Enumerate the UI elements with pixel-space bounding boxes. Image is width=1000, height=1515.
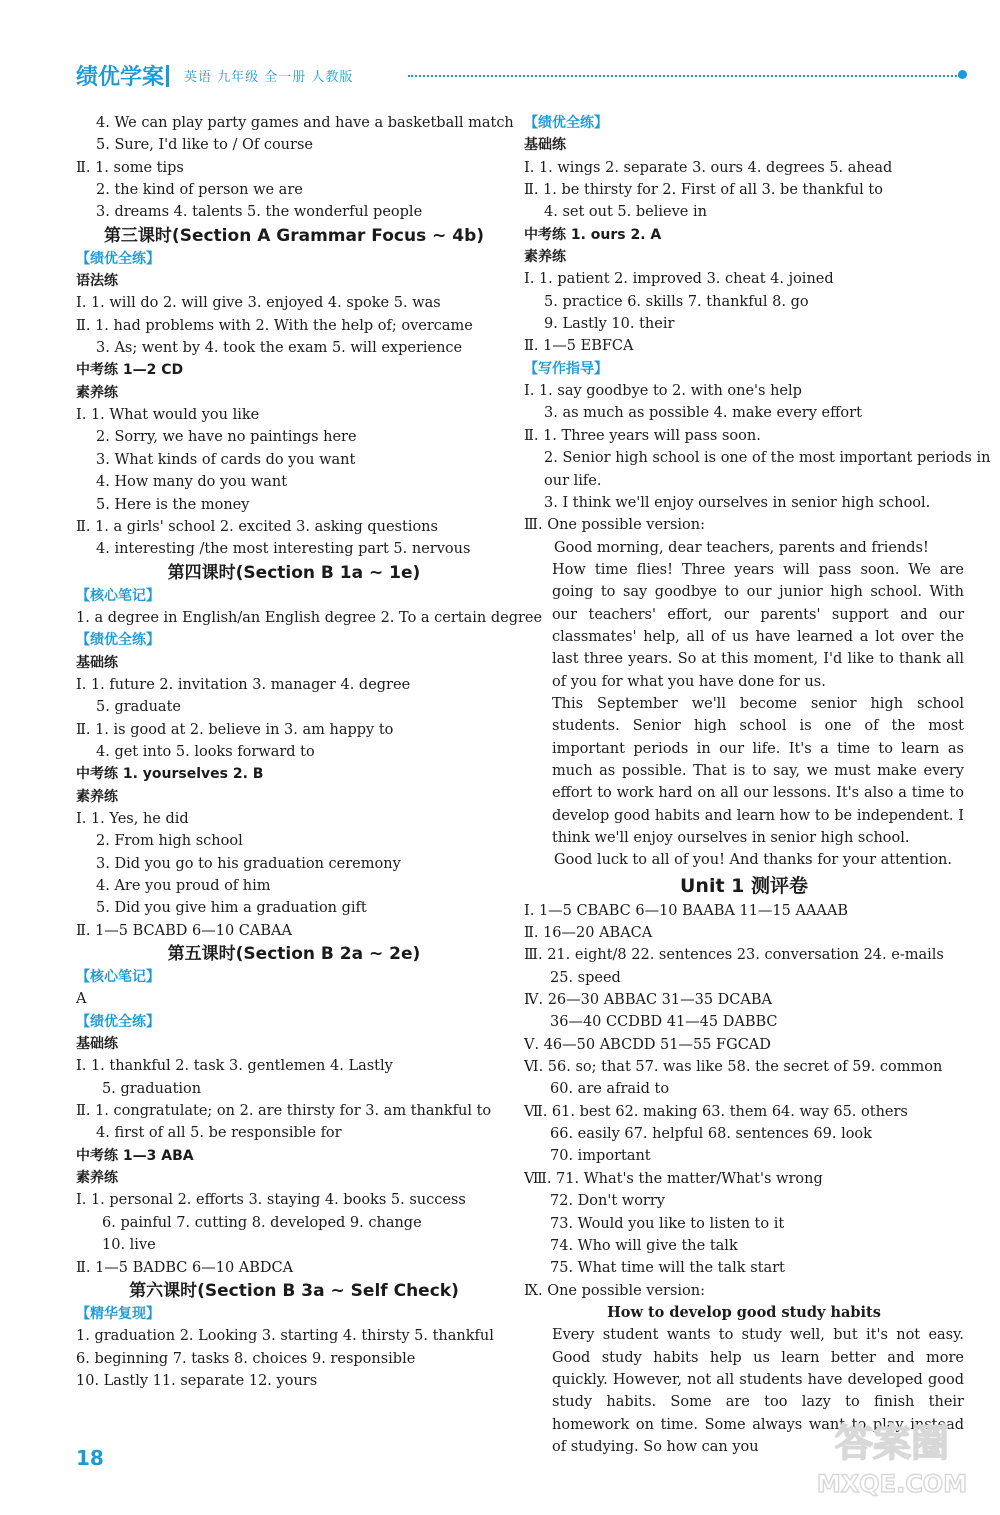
answer-line: Ⅱ. 1—5 EBFCA bbox=[524, 338, 634, 355]
answer-line: 36—40 CCDBD 41—45 DABBC bbox=[550, 1014, 778, 1031]
section-tag: 【核心笔记】 bbox=[76, 969, 160, 986]
section-tag: 【写作指导】 bbox=[524, 360, 608, 377]
practice-label: 语法练 bbox=[76, 273, 118, 290]
answer-line: 73. Would you like to listen to it bbox=[550, 1215, 785, 1232]
section-tag: 【核心笔记】 bbox=[76, 587, 160, 604]
answer-line: 6. beginning 7. tasks 8. choices 9. responsible bbox=[76, 1350, 416, 1367]
answer-line: 66. easily 67. helpful 68. sentences 69. look bbox=[550, 1126, 872, 1143]
answer-line: Ⅱ. 16—20 ABACA bbox=[524, 925, 653, 942]
answer-line: 5. Here is the money bbox=[96, 496, 250, 513]
answer-line: 4. interesting /the most interesting part 5. nervous bbox=[96, 541, 471, 558]
answer-line: Ⅱ. 1—5 BCABD 6—10 CABAA bbox=[76, 922, 292, 939]
answer-line: 60. are afraid to bbox=[550, 1081, 670, 1098]
answer-line: Ⅷ. 71. What's the matter/What's wrong bbox=[524, 1170, 823, 1187]
watermark-top: 答案圈 bbox=[834, 1421, 950, 1465]
right-column bbox=[524, 112, 991, 1458]
practice-label: 中考练 1—2 CD bbox=[76, 362, 184, 379]
answer-line: 3. dreams 4. talents 5. the wonderful people bbox=[96, 204, 423, 221]
answer-line: Ⅲ. One possible version: bbox=[524, 517, 705, 534]
essay-title: How to develop good study habits bbox=[607, 1303, 881, 1321]
section-tag: 【绩优全练】 bbox=[76, 250, 160, 267]
answer-line: Ⅰ. 1—5 CBABC 6—10 BAABA 11—15 AAAAB bbox=[524, 902, 849, 919]
answer-line: 75. What time will the talk start bbox=[550, 1260, 785, 1277]
answer-line: Ⅰ. 1. thankful 2. task 3. gentlemen 4. Lastly bbox=[76, 1058, 393, 1075]
answer-line: 10. live bbox=[102, 1237, 156, 1254]
practice-label: 基础练 bbox=[76, 1036, 118, 1053]
watermark-bottom: MXQE.COM bbox=[816, 1470, 968, 1498]
answer-line: Ⅰ. 1. say goodbye to 2. with one's help bbox=[524, 383, 802, 400]
page-header bbox=[76, 60, 966, 90]
answer-line: 5. graduation bbox=[102, 1080, 202, 1097]
answer-line: 4. How many do you want bbox=[96, 474, 288, 491]
answer-line: Ⅱ. 1. congratulate; on 2. are thirsty for 3. am thankful to bbox=[76, 1103, 492, 1120]
answer-line: Ⅱ. 1. Three years will pass soon. bbox=[524, 427, 761, 444]
practice-label: 素养练 bbox=[524, 249, 566, 266]
essay-paragraph: Every student wants to study well, but it's not easy. Good study habits help us learn better and more quickly. However, not all students have developed good study habits. Some are too lazy to finish their homework on time. Some always want to play instead of studying. So how can you bbox=[552, 1327, 964, 1455]
answer-line: Ⅱ. 1. is good at 2. believe in 3. am happy to bbox=[76, 721, 394, 738]
answer-line: our life. bbox=[544, 472, 602, 489]
answer-line: Ⅱ. 1. a girls' school 2. excited 3. asking questions bbox=[76, 518, 438, 535]
practice-label: 中考练 1. ours 2. A bbox=[524, 226, 662, 243]
answer-line: 25. speed bbox=[550, 969, 621, 986]
brand-name: 绩优学案 bbox=[76, 65, 165, 90]
answer-line: 3. What kinds of cards do you want bbox=[96, 451, 356, 468]
practice-label: 中考练 1—3 ABA bbox=[76, 1147, 194, 1164]
answer-line: 4. set out 5. believe in bbox=[544, 204, 707, 221]
section-tag: 【绩优全练】 bbox=[76, 632, 160, 649]
watermark-logo bbox=[812, 1410, 972, 1502]
answer-line: 2. From high school bbox=[96, 833, 243, 850]
answer-line: Ⅲ. 21. eight/8 22. sentences 23. conversation 24. e-mails bbox=[524, 947, 944, 964]
answer-line: Ⅰ. 1. Yes, he did bbox=[76, 810, 189, 827]
answer-line: 2. Sorry, we have no paintings here bbox=[96, 429, 357, 446]
speech-paragraph: How time flies! Three years will pass soon. We are going to say goodbye to our junior high school. With our teachers' effort, our parents' support and our classmates' help, all of us have learned a lot over the last three years. So at this moment, I'd like to thank all of you for what you have done for us. bbox=[552, 561, 964, 690]
answer-line: 3. As; went by 4. took the exam 5. will experience bbox=[96, 340, 463, 357]
answer-line: 3. as much as possible 4. make every effort bbox=[544, 405, 862, 422]
book-subtitle: 英语 九年级 全一册 人教版 bbox=[184, 70, 354, 85]
answer-line: 5. Sure, I'd like to / Of course bbox=[96, 137, 313, 154]
answer-line: 5. practice 6. skills 7. thankful 8. go bbox=[544, 293, 809, 310]
section-tag: 【绩优全练】 bbox=[524, 115, 608, 131]
answer-line: Ⅳ. 26—30 ABBAC 31—35 DCABA bbox=[524, 992, 773, 1009]
answer-line: 4. We can play party games and have a basketball match bbox=[96, 115, 514, 131]
answer-line: Ⅰ. 1. personal 2. efforts 3. staying 4. books 5. success bbox=[76, 1192, 466, 1209]
answer-line: 5. Did you give him a graduation gift bbox=[96, 900, 367, 917]
answer-line: Ⅱ. 1—5 BADBC 6—10 ABDCA bbox=[76, 1259, 294, 1276]
answer-line: Ⅰ. 1. will do 2. will give 3. enjoyed 4. spoke 5. was bbox=[76, 295, 441, 312]
answer-line: 4. first of all 5. be responsible for bbox=[96, 1125, 342, 1142]
brand-logo bbox=[76, 60, 169, 91]
left-column bbox=[76, 112, 543, 1392]
lesson-heading: 第五课时(Section B 2a ~ 2e) bbox=[167, 944, 421, 965]
practice-label: 中考练 1. yourselves 2. B bbox=[76, 766, 264, 783]
answer-line: 3. I think we'll enjoy ourselves in senior high school. bbox=[544, 494, 931, 511]
answer-line: 4. Are you proud of him bbox=[96, 878, 271, 894]
practice-label: 基础练 bbox=[524, 137, 566, 154]
answer-line: 3. Did you go to his graduation ceremony bbox=[96, 855, 401, 872]
answer-line: Ⅱ. 1. had problems with 2. With the help of; overcame bbox=[76, 317, 473, 334]
speech-closing: Good luck to all of you! And thanks for your attention. bbox=[554, 852, 953, 869]
answer-line: 74. Who will give the talk bbox=[550, 1237, 738, 1254]
practice-label: 素养练 bbox=[76, 788, 118, 805]
answer-line: Ⅰ. 1. wings 2. separate 3. ours 4. degrees 5. ahead bbox=[524, 159, 893, 176]
practice-label: 基础练 bbox=[76, 654, 118, 671]
header-dot bbox=[958, 70, 967, 79]
answer-line: Ⅵ. 56. so; that 57. was like 58. the secret of 59. common bbox=[524, 1059, 943, 1076]
unit-test-heading: Unit 1 测评卷 bbox=[680, 874, 808, 897]
brand-bar bbox=[166, 65, 169, 87]
answer-line: Ⅱ. 1. some tips bbox=[76, 159, 184, 176]
answer-line: A bbox=[76, 991, 87, 1008]
answer-line: Ⅰ. 1. future 2. invitation 3. manager 4. degree bbox=[76, 676, 411, 693]
lesson-heading: 第三课时(Section A Grammar Focus ~ 4b) bbox=[103, 225, 485, 246]
answer-line: 1. graduation 2. Looking 3. starting 4. thirsty 5. thankful bbox=[76, 1328, 494, 1345]
answer-line: 9. Lastly 10. their bbox=[544, 316, 675, 333]
answer-line: Ⅸ. One possible version: bbox=[524, 1282, 706, 1299]
answer-line: Ⅰ. 1. What would you like bbox=[76, 407, 260, 424]
header-dotted-rule bbox=[408, 75, 960, 77]
practice-label: 素养练 bbox=[76, 1170, 118, 1187]
section-tag: 【绩优全练】 bbox=[76, 1013, 160, 1030]
answer-line: 1. a degree in English/an English degree 2. To a certain degree bbox=[76, 609, 543, 626]
answer-line: 70. important bbox=[550, 1148, 651, 1165]
answer-line: 2. Senior high school is one of the most important periods in bbox=[544, 450, 991, 467]
lesson-heading: 第六课时(Section B 3a ~ Self Check) bbox=[129, 1280, 459, 1301]
page-number: 18 bbox=[76, 1446, 104, 1470]
answer-line: 2. the kind of person we are bbox=[96, 182, 303, 199]
answer-line: Ⅱ. 1. be thirsty for 2. First of all 3. be thankful to bbox=[524, 182, 883, 199]
lesson-heading: 第四课时(Section B 1a ~ 1e) bbox=[167, 562, 421, 583]
answer-line: 6. painful 7. cutting 8. developed 9. change bbox=[102, 1214, 422, 1231]
practice-label: 素养练 bbox=[76, 384, 118, 401]
answer-line: Ⅴ. 46—50 ABCDD 51—55 FGCAD bbox=[524, 1036, 771, 1053]
answer-line: Ⅰ. 1. patient 2. improved 3. cheat 4. joined bbox=[524, 271, 834, 288]
answer-line: 5. graduate bbox=[96, 699, 181, 716]
speech-greeting: Good morning, dear teachers, parents and friends! bbox=[554, 539, 929, 556]
speech-paragraph: This September we'll become senior high school students. Senior high school is one of the most important periods in our life. It's a time to learn as much as possible. That is to say, we must make every effort to work hard on all our lessons. It's also a time to develop good habits and learn how to be independent. I think we'll enjoy ourselves in senior high school. bbox=[552, 695, 964, 846]
answer-line: 72. Don't worry bbox=[550, 1193, 665, 1210]
answer-line: Ⅶ. 61. best 62. making 63. them 64. way 65. others bbox=[524, 1103, 908, 1120]
section-tag: 【精华复现】 bbox=[76, 1305, 160, 1322]
answer-line: 4. get into 5. looks forward to bbox=[96, 743, 315, 760]
answer-line: 10. Lastly 11. separate 12. yours bbox=[76, 1372, 318, 1389]
